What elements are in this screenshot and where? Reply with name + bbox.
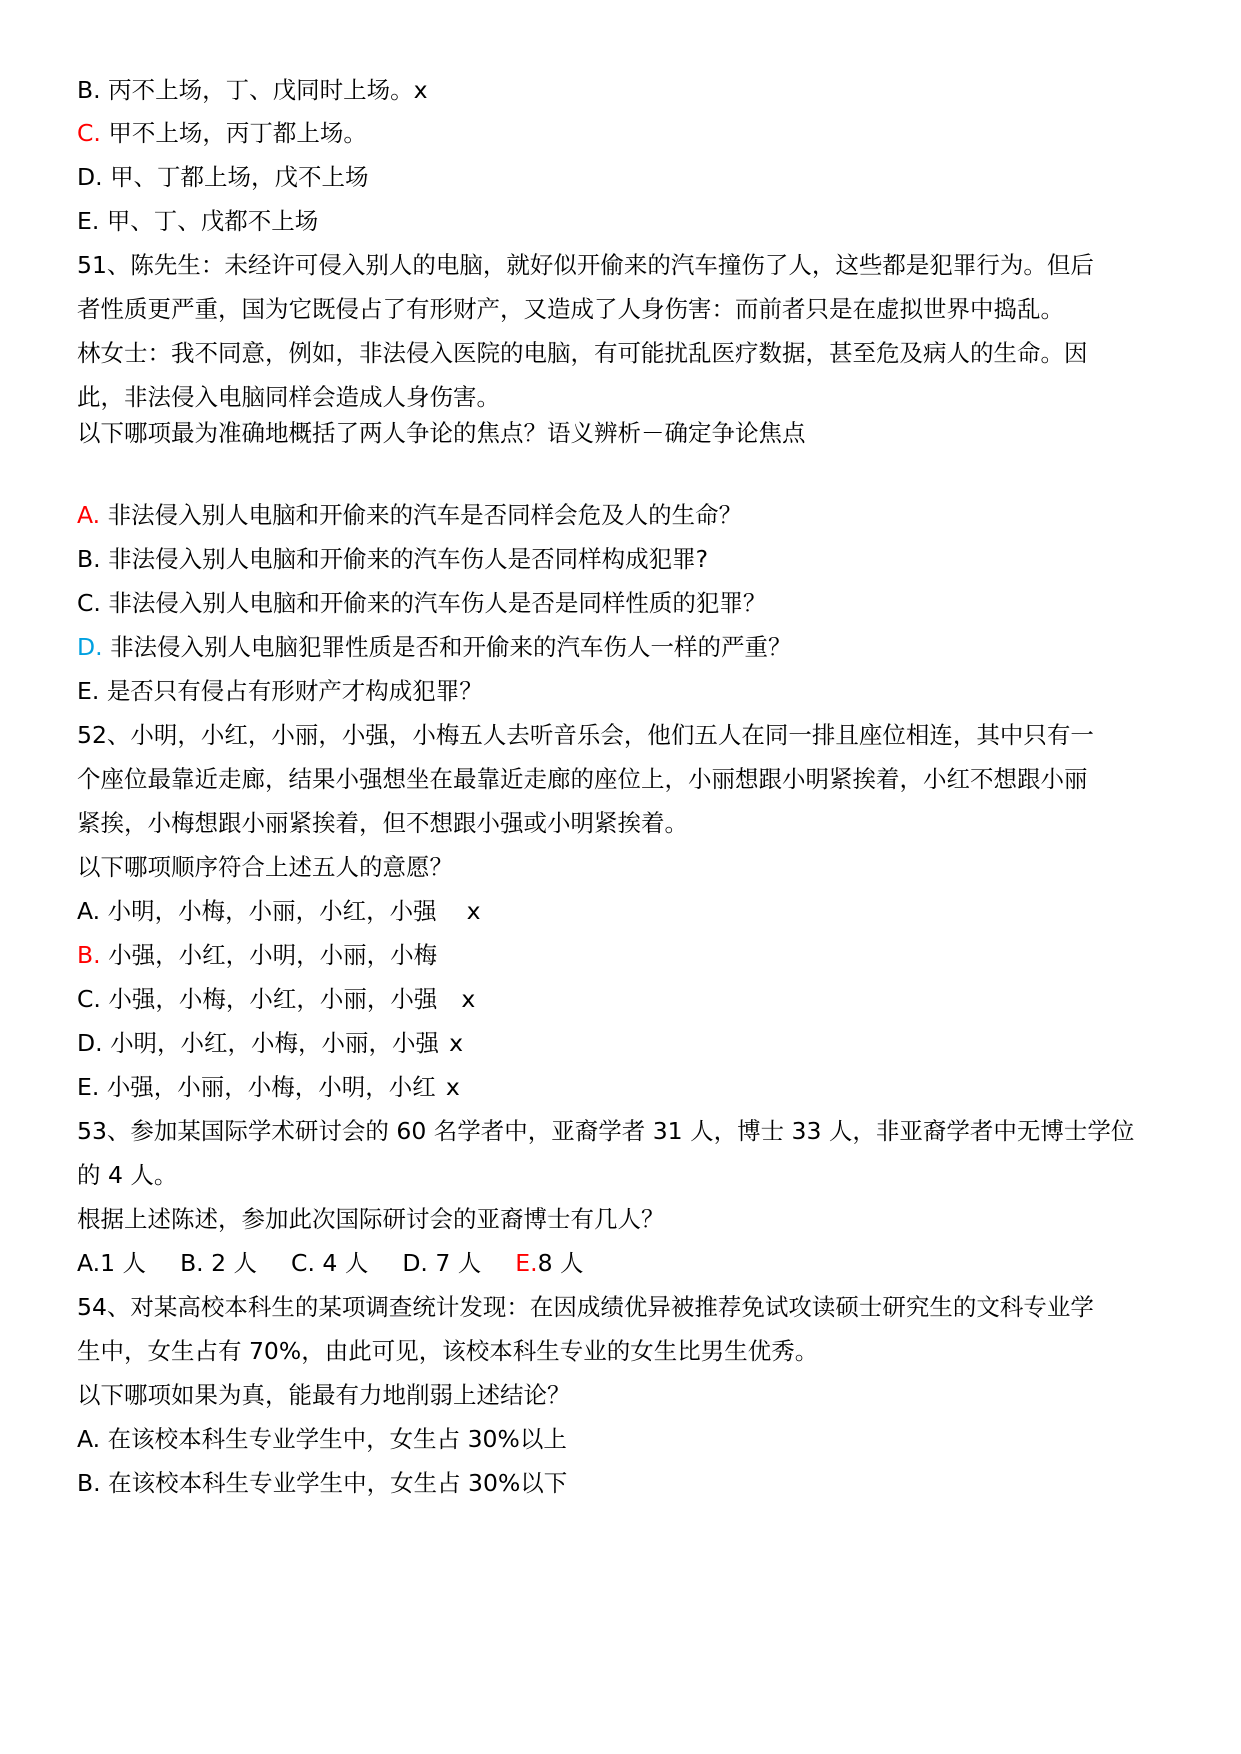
q50-option-c: [77, 118, 367, 148]
q51-stem-line: 林女士：我不同意，例如，非法侵入医院的电脑，有可能扰乱医疗数据，甚至危及病人的生命。因: [77, 339, 1088, 367]
q53-option-d: D. 7 人: [402, 1249, 482, 1277]
option-text: 小明，小梅，小丽，小红，小强: [107, 897, 437, 925]
q53-option-a: A.1 人: [77, 1249, 147, 1277]
option-label: D.: [77, 163, 103, 191]
q51-stem-line: 者性质更严重，国为它既侵占了有形财产，又造成了人身伤害：而前者只是在虚拟世界中捣乱。: [77, 295, 1064, 323]
wrong-mark: x: [466, 897, 481, 925]
option-text: 非法侵入别人电脑和开偷来的汽车伤人是否是同样性质的犯罪？: [108, 589, 767, 617]
q50-option-d: [77, 162, 369, 192]
q50-option-e: [77, 206, 318, 236]
q51-question: 以下哪项最为准确地概括了两人争论的焦点？语义辨析－确定争论焦点: [77, 419, 806, 447]
q51-stem-line: 51、陈先生：未经许可侵入别人的电脑，就好似开偷来的汽车撞伤了人，这些都是犯罪行为。但后: [77, 251, 1094, 279]
option-label-correct: B.: [77, 941, 101, 969]
option-text: 小强，小梅，小红，小丽，小强: [108, 985, 438, 1013]
q51-option-a: [77, 500, 742, 530]
q52-question: 以下哪项顺序符合上述五人的意愿？: [77, 853, 453, 881]
option-label: C.: [77, 985, 101, 1013]
q52-stem-line: 52、小明，小红，小丽，小强，小梅五人去听音乐会，他们五人在同一排且座位相连，其中只有一: [77, 721, 1094, 749]
q53-option-b: B. 2 人: [180, 1249, 258, 1277]
option-label: B.: [77, 1469, 101, 1497]
option-text: 非法侵入别人电脑犯罪性质是否和开偷来的汽车伤人一样的严重？: [110, 633, 792, 661]
option-text: 小强，小红，小明，小丽，小梅: [108, 941, 438, 969]
q53-question: 根据上述陈述，参加此次国际研讨会的亚裔博士有几人？: [77, 1205, 665, 1233]
q53-stem-line: 53、参加某国际学术研讨会的 60 名学者中，亚裔学者 31 人，博士 33 人，非亚裔学者中无博士学位: [77, 1117, 1135, 1145]
q51-option-d: [77, 632, 792, 662]
q52-option-a: [77, 896, 481, 926]
q51-option-e: [77, 676, 483, 706]
q53-stem-line: 的 4 人。: [77, 1161, 178, 1189]
wrong-mark: x: [461, 985, 476, 1013]
q50-option-b: [77, 75, 428, 105]
q53-option-c: C. 4 人: [291, 1249, 369, 1277]
option-text: 非法侵入别人电脑和开偷来的汽车是否同样会危及人的生命？: [107, 501, 743, 529]
option-label: D.: [77, 1029, 103, 1057]
option-label-correct: A.: [77, 501, 101, 529]
q54-stem-line: 生中，女生占有 70%，由此可见，该校本科生专业的女生比男生优秀。: [77, 1337, 819, 1365]
q54-question: 以下哪项如果为真，能最有力地削弱上述结论？: [77, 1381, 571, 1409]
option-label-correct: C.: [77, 119, 101, 147]
option-text: 非法侵入别人电脑和开偷来的汽车伤人是否同样构成犯罪?: [108, 545, 709, 573]
q51-stem-line: 此，非法侵入电脑同样会造成人身伤害。: [77, 383, 500, 411]
q52-option-e: [77, 1072, 460, 1102]
option-label-highlighted: D.: [77, 633, 103, 661]
option-label: A.: [77, 1425, 101, 1453]
option-label: E.: [77, 1073, 100, 1101]
option-text: 甲不上场，丙丁都上场。: [108, 119, 367, 147]
option-text: 小强，小丽，小梅，小明，小红: [106, 1073, 436, 1101]
q51-option-c: [77, 588, 766, 618]
q53-option-e-text: 8 人: [537, 1249, 584, 1277]
q53-options-row: [77, 1248, 584, 1278]
option-label: E.: [77, 677, 100, 705]
option-label: B.: [77, 545, 101, 573]
wrong-mark: x: [449, 1029, 463, 1057]
option-label: E.: [77, 207, 100, 235]
wrong-mark: x: [445, 1073, 460, 1101]
option-text: 是否只有侵占有形财产才构成犯罪？: [106, 677, 483, 705]
option-label: C.: [77, 589, 101, 617]
option-text: 小明，小红，小梅，小丽，小强: [110, 1029, 440, 1057]
q54-option-a: [77, 1424, 567, 1454]
option-text: 在该校本科生专业学生中，女生占 30%以下: [108, 1469, 568, 1497]
q52-stem-line: 个座位最靠近走廊，结果小强想坐在最靠近走廊的座位上，小丽想跟小明紧挨着，小红不想跟小丽: [77, 765, 1088, 793]
option-text: 甲、丁都上场，戊不上场: [110, 163, 369, 191]
option-label: B.: [77, 76, 101, 104]
q52-option-c: [77, 984, 475, 1014]
option-label: A.: [77, 897, 101, 925]
q51-option-b: [77, 544, 708, 574]
q52-option-b: [77, 940, 437, 970]
q54-option-b: [77, 1468, 567, 1498]
q52-stem-line: 紧挨，小梅想跟小丽紧挨着，但不想跟小强或小明紧挨着。: [77, 809, 688, 837]
q53-option-e-label-correct: E.: [515, 1249, 538, 1277]
q54-stem-line: 54、对某高校本科生的某项调查统计发现：在因成绩优异被推荐免试攻读硕士研究生的文科专业学: [77, 1293, 1094, 1321]
q52-option-d: [77, 1028, 463, 1058]
option-text: 在该校本科生专业学生中，女生占 30%以上: [107, 1425, 567, 1453]
option-text: 丙不上场，丁、戊同时上场。x: [108, 76, 428, 104]
option-text: 甲、丁、戊都不上场: [106, 207, 319, 235]
